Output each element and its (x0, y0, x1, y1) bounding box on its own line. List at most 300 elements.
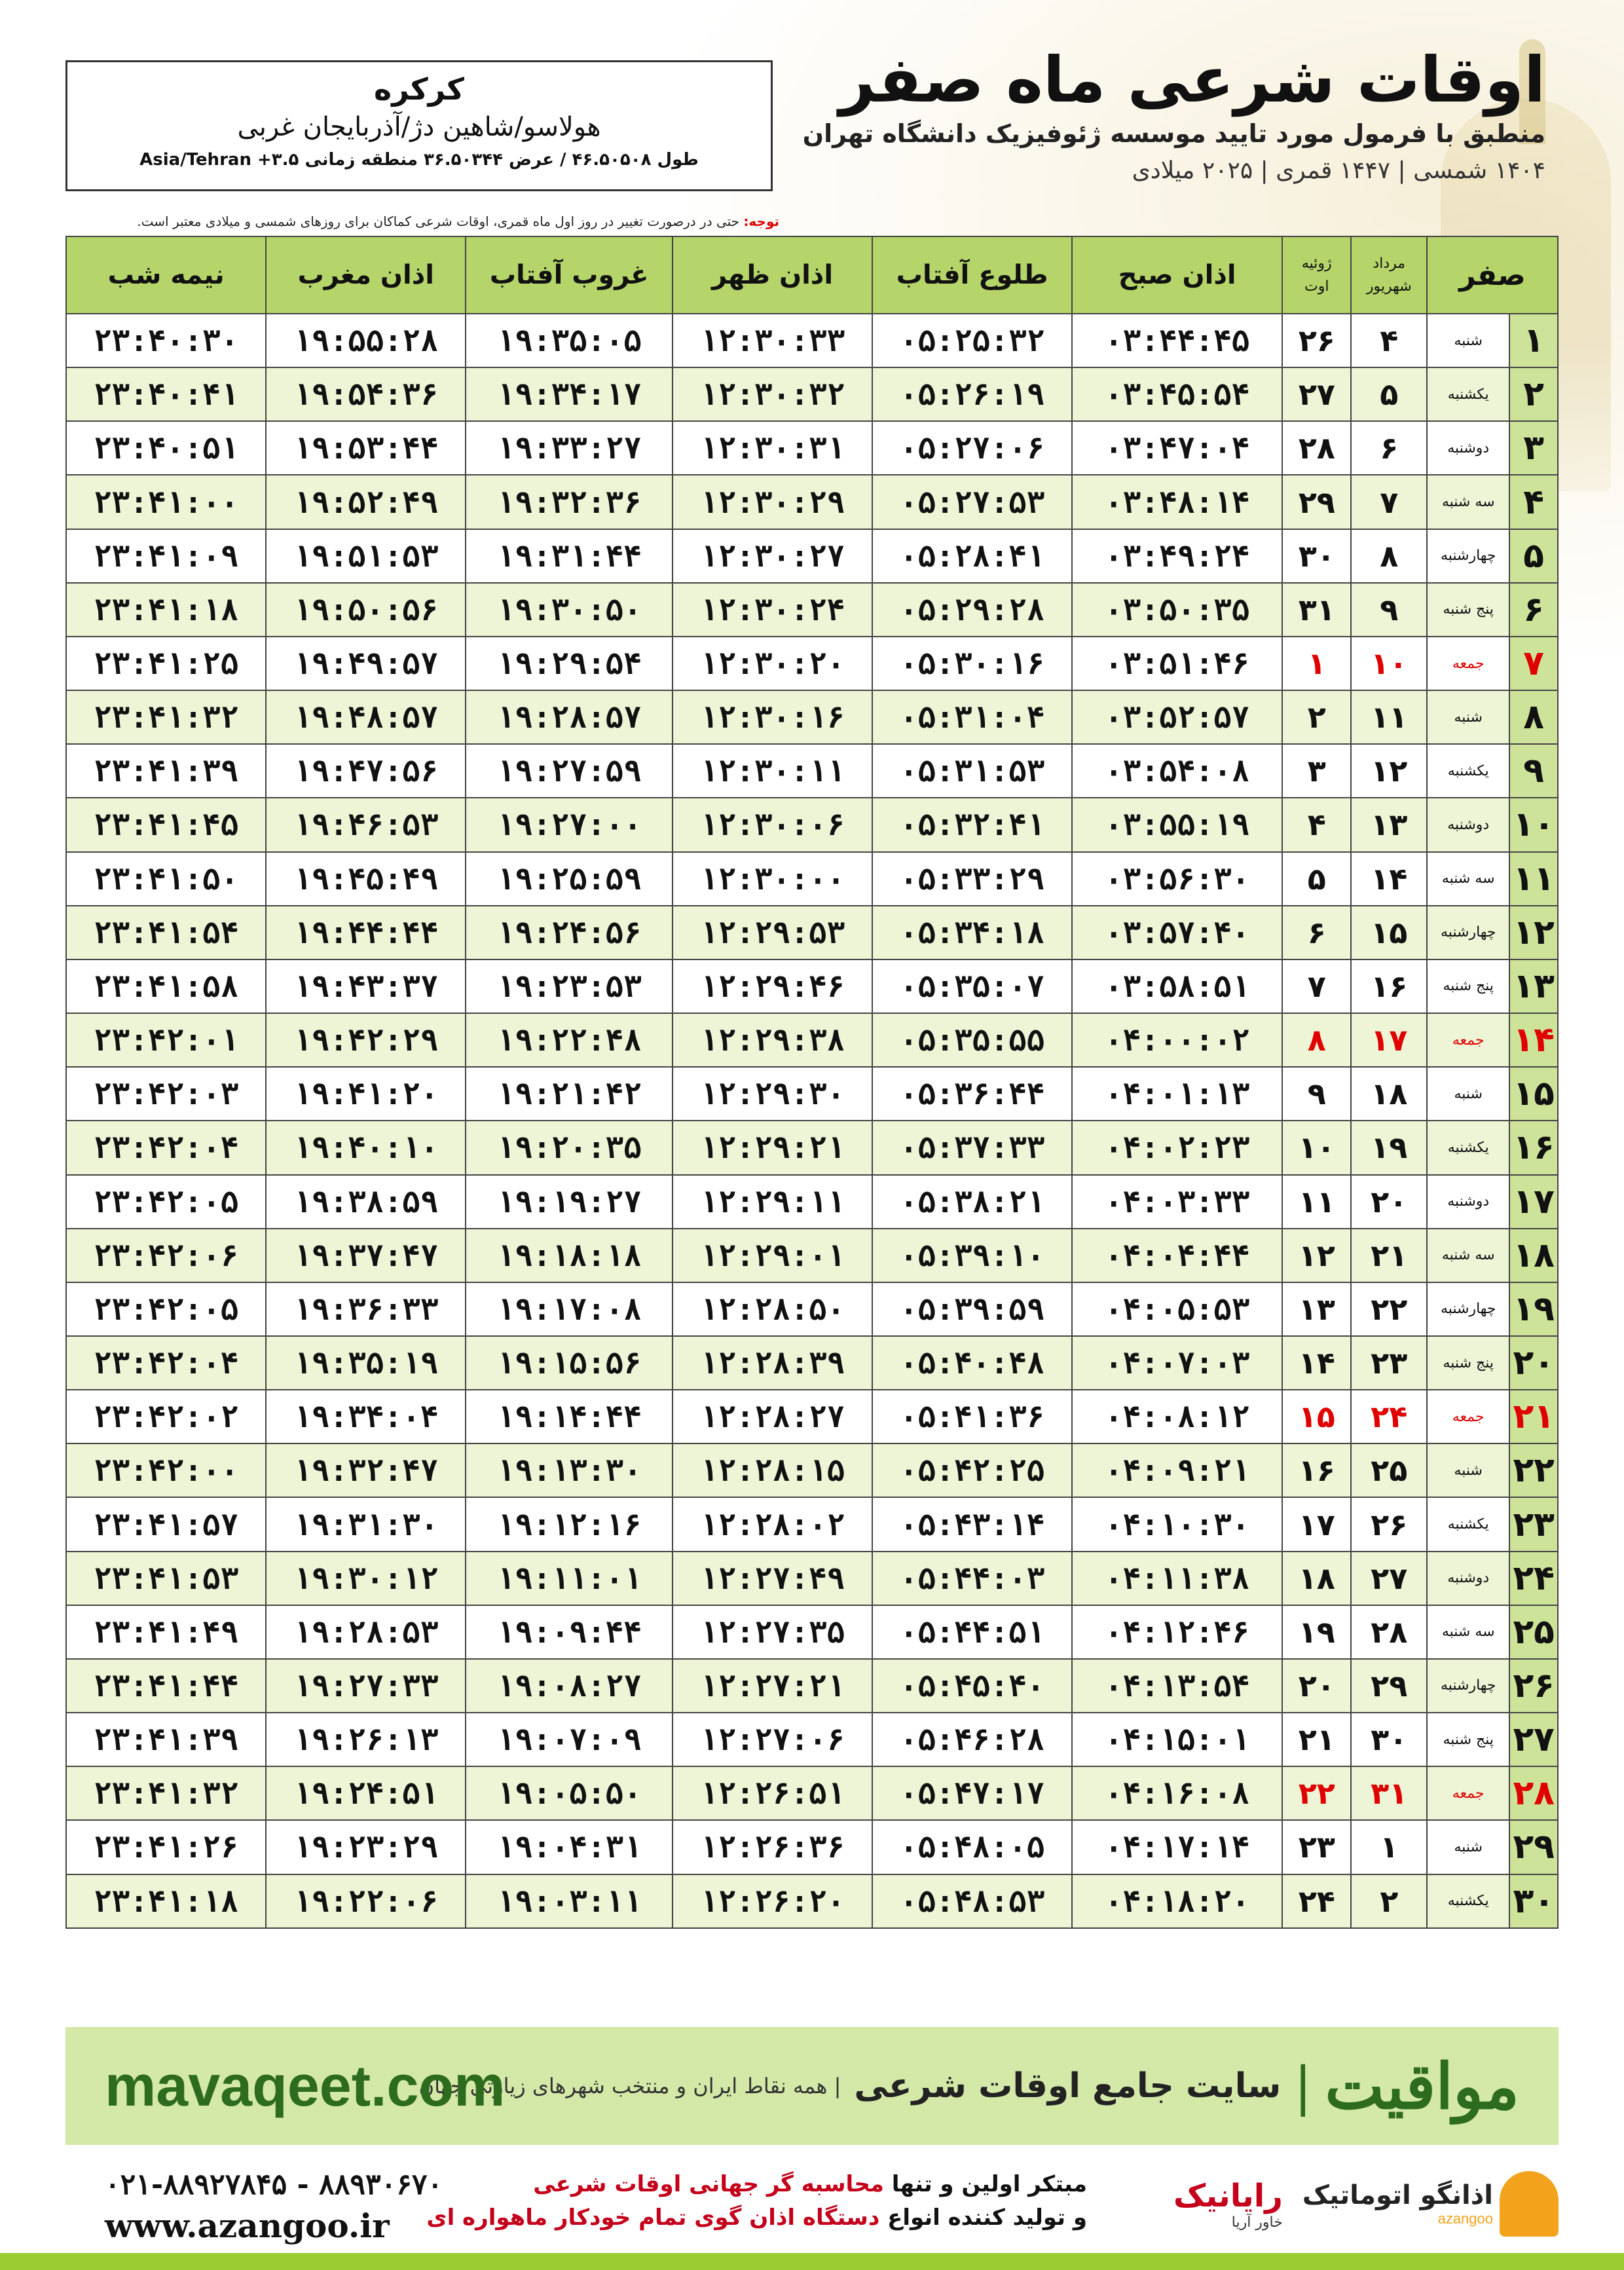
gregorian-day-cell: ۵ (1282, 852, 1351, 906)
table-body (66, 314, 1558, 1928)
sunrise-time-cell: ۰۵:۳۹:۱۰ (872, 1229, 1072, 1282)
header-fajr: اذان صبح (1072, 236, 1282, 314)
sunrise-time-cell: ۰۵:۴۰:۴۸ (872, 1336, 1072, 1390)
gregorian-day-cell: ۳۰ (1282, 529, 1351, 583)
midnight-time-cell: ۲۳:۴۱:۴۹ (66, 1605, 266, 1659)
midnight-time-cell: ۲۳:۴۱:۰۹ (66, 529, 266, 583)
gregorian-day-cell: ۱۰ (1282, 1121, 1351, 1174)
sunset-time-cell: ۱۹:۰۸:۲۷ (466, 1659, 673, 1713)
gregorian-day-cell: ۳۱ (1282, 583, 1351, 637)
fajr-time-cell: ۰۴:۰۳:۳۳ (1072, 1175, 1282, 1229)
fajr-time-cell: ۰۴:۱۰:۳۰ (1072, 1497, 1282, 1551)
table-header-row (66, 236, 1558, 314)
sunset-time-cell: ۱۹:۰۷:۰۹ (466, 1713, 673, 1766)
midnight-time-cell: ۲۳:۴۱:۱۸ (66, 1874, 266, 1928)
hijri-day-cell: ۱۱ (1509, 852, 1558, 906)
notice-label: توجه: (743, 214, 779, 229)
maghrib-time-cell: ۱۹:۲۳:۲۹ (266, 1820, 466, 1874)
sunset-time-cell: ۱۹:۱۷:۰۸ (466, 1282, 673, 1336)
shamsi-day-cell: ۱۹ (1351, 1121, 1427, 1174)
gregorian-day-cell: ۱۸ (1282, 1552, 1351, 1605)
gregorian-day-cell: ۲۰ (1282, 1659, 1351, 1713)
midnight-time-cell: ۲۳:۴۲:۰۵ (66, 1282, 266, 1336)
sunrise-time-cell: ۰۵:۲۹:۲۸ (872, 583, 1072, 637)
header-hijri: صفر (1427, 236, 1558, 314)
sunset-time-cell: ۱۹:۲۱:۴۲ (466, 1067, 673, 1121)
midnight-time-cell: ۲۳:۴۲:۰۱ (66, 1013, 266, 1067)
maghrib-time-cell: ۱۹:۵۲:۴۹ (266, 475, 466, 529)
hijri-day-cell: ۷ (1509, 637, 1558, 690)
table-row (66, 1013, 1558, 1067)
shamsi-day-cell: ۲۶ (1351, 1497, 1427, 1551)
midnight-time-cell: ۲۳:۴۱:۳۲ (66, 1766, 266, 1820)
shamsi-day-cell: ۱۳ (1351, 798, 1427, 851)
banner-separator: | (1294, 2055, 1312, 2117)
shamsi-day-cell: ۲۲ (1351, 1282, 1427, 1336)
table-row (66, 1766, 1558, 1820)
dhuhr-time-cell: ۱۲:۲۶:۲۰ (673, 1874, 872, 1928)
sunrise-time-cell: ۰۵:۲۷:۰۶ (872, 421, 1072, 475)
table-row (66, 1874, 1558, 1928)
hijri-day-cell: ۲۷ (1509, 1713, 1558, 1766)
weekday-cell: جمعه (1427, 637, 1509, 690)
shamsi-day-cell: ۲۹ (1351, 1659, 1427, 1713)
weekday-cell: یکشنبه (1427, 1121, 1509, 1174)
sunrise-time-cell: ۰۵:۳۲:۴۱ (872, 798, 1072, 851)
fajr-time-cell: ۰۳:۴۴:۴۵ (1072, 314, 1282, 367)
table-row (66, 744, 1558, 798)
dhuhr-time-cell: ۱۲:۳۰:۱۱ (673, 744, 872, 798)
dhuhr-time-cell: ۱۲:۲۹:۴۶ (673, 959, 872, 1013)
dhuhr-time-cell: ۱۲:۲۶:۵۱ (673, 1766, 872, 1820)
shamsi-day-cell: ۵ (1351, 367, 1427, 421)
midnight-time-cell: ۲۳:۴۱:۴۵ (66, 798, 266, 851)
fajr-time-cell: ۰۳:۵۱:۴۶ (1072, 637, 1282, 690)
header-maghrib: اذان مغرب (266, 236, 466, 314)
header-greg (1282, 236, 1351, 314)
dhuhr-time-cell: ۱۲:۳۰:۰۶ (673, 798, 872, 851)
site-url-link[interactable]: mavaqeet.com (105, 2053, 506, 2118)
midnight-time-cell: ۲۳:۴۱:۱۸ (66, 583, 266, 637)
hijri-day-cell: ۳۰ (1509, 1874, 1558, 1928)
hijri-day-cell: ۲۶ (1509, 1659, 1558, 1713)
maghrib-time-cell: ۱۹:۴۸:۵۷ (266, 690, 466, 744)
gregorian-day-cell: ۱۹ (1282, 1605, 1351, 1659)
maghrib-time-cell: ۱۹:۴۷:۵۶ (266, 744, 466, 798)
weekday-cell: دوشنبه (1427, 1552, 1509, 1605)
azangoo-mark-icon (1500, 2171, 1559, 2237)
azangoo-website-link[interactable]: www.azangoo.ir (105, 2206, 390, 2245)
weekday-cell: سه شنبه (1427, 475, 1509, 529)
sunset-time-cell: ۱۹:۰۵:۵۰ (466, 1766, 673, 1820)
sunrise-time-cell: ۰۵:۳۵:۵۵ (872, 1013, 1072, 1067)
table-row (66, 690, 1558, 744)
fajr-time-cell: ۰۴:۰۱:۱۳ (1072, 1067, 1282, 1121)
gregorian-day-cell: ۱ (1282, 637, 1351, 690)
dhuhr-time-cell: ۱۲:۳۰:۲۷ (673, 529, 872, 583)
dhuhr-time-cell: ۱۲:۳۰:۲۹ (673, 475, 872, 529)
fajr-time-cell: ۰۳:۵۴:۰۸ (1072, 744, 1282, 798)
gregorian-day-cell: ۱۶ (1282, 1443, 1351, 1497)
maghrib-time-cell: ۱۹:۴۲:۲۹ (266, 1013, 466, 1067)
sunrise-time-cell: ۰۵:۳۷:۳۳ (872, 1121, 1072, 1174)
header-shamsi-top: مرداد (1373, 255, 1406, 272)
rayanik-logo (1173, 2178, 1283, 2231)
fajr-time-cell: ۰۳:۴۵:۵۴ (1072, 367, 1282, 421)
dhuhr-time-cell: ۱۲:۲۸:۲۷ (673, 1390, 872, 1443)
header-sunrise: طلوع آفتاب (872, 236, 1072, 314)
sunset-time-cell: ۱۹:۰۹:۴۴ (466, 1605, 673, 1659)
dhuhr-time-cell: ۱۲:۲۸:۱۵ (673, 1443, 872, 1497)
shamsi-day-cell: ۱ (1351, 1820, 1427, 1874)
midnight-time-cell: ۲۳:۴۱:۳۹ (66, 744, 266, 798)
fajr-time-cell: ۰۳:۵۲:۵۷ (1072, 690, 1282, 744)
table-row (66, 1497, 1558, 1551)
gregorian-day-cell: ۱۷ (1282, 1497, 1351, 1551)
maghrib-time-cell: ۱۹:۲۷:۳۳ (266, 1659, 466, 1713)
hijri-day-cell: ۵ (1509, 529, 1558, 583)
maghrib-time-cell: ۱۹:۵۱:۵۳ (266, 529, 466, 583)
sunrise-time-cell: ۰۵:۳۴:۱۸ (872, 906, 1072, 959)
shamsi-day-cell: ۱۸ (1351, 1067, 1427, 1121)
maghrib-time-cell: ۱۹:۴۵:۴۹ (266, 852, 466, 906)
midnight-time-cell: ۲۳:۴۱:۵۴ (66, 906, 266, 959)
hijri-day-cell: ۲۲ (1509, 1443, 1558, 1497)
midnight-time-cell: ۲۳:۴۰:۴۱ (66, 367, 266, 421)
fajr-time-cell: ۰۴:۱۳:۵۴ (1072, 1659, 1282, 1713)
fajr-time-cell: ۰۴:۰۵:۵۳ (1072, 1282, 1282, 1336)
weekday-cell: شنبه (1427, 314, 1509, 367)
sunrise-time-cell: ۰۵:۴۶:۲۸ (872, 1713, 1072, 1766)
table-row (66, 1067, 1558, 1121)
gregorian-day-cell: ۱۱ (1282, 1175, 1351, 1229)
gregorian-day-cell: ۴ (1282, 798, 1351, 851)
weekday-cell: شنبه (1427, 690, 1509, 744)
maghrib-time-cell: ۱۹:۳۱:۳۰ (266, 1497, 466, 1551)
hijri-day-cell: ۹ (1509, 744, 1558, 798)
sunrise-time-cell: ۰۵:۳۰:۱۶ (872, 637, 1072, 690)
dhuhr-time-cell: ۱۲:۳۰:۱۶ (673, 690, 872, 744)
hijri-day-cell: ۱۵ (1509, 1067, 1558, 1121)
weekday-cell: شنبه (1427, 1443, 1509, 1497)
fajr-time-cell: ۰۳:۴۷:۰۴ (1072, 421, 1282, 475)
shamsi-day-cell: ۲۵ (1351, 1443, 1427, 1497)
hijri-day-cell: ۱۳ (1509, 959, 1558, 1013)
hijri-day-cell: ۲ (1509, 367, 1558, 421)
sunrise-time-cell: ۰۵:۲۵:۳۲ (872, 314, 1072, 367)
gregorian-day-cell: ۳ (1282, 744, 1351, 798)
midnight-time-cell: ۲۳:۴۱:۲۶ (66, 1820, 266, 1874)
maghrib-time-cell: ۱۹:۳۲:۴۷ (266, 1443, 466, 1497)
table-row (66, 959, 1558, 1013)
sunrise-time-cell: ۰۵:۴۴:۰۳ (872, 1552, 1072, 1605)
header-sunset: غروب آفتاب (466, 236, 673, 314)
mavaqeet-banner[interactable] (65, 2027, 1559, 2145)
sunset-time-cell: ۱۹:۲۷:۵۹ (466, 744, 673, 798)
sunset-time-cell: ۱۹:۳۱:۴۴ (466, 529, 673, 583)
maghrib-time-cell: ۱۹:۴۴:۴۴ (266, 906, 466, 959)
sunrise-time-cell: ۰۵:۲۸:۴۱ (872, 529, 1072, 583)
dhuhr-time-cell: ۱۲:۲۹:۳۸ (673, 1013, 872, 1067)
location-city: کرکره (374, 71, 464, 107)
page-subtitle: منطبق با فرمول مورد تایید موسسه ژئوفیزیک دانشگاه تهران (802, 119, 1545, 148)
table-row (66, 906, 1558, 959)
midnight-time-cell: ۲۳:۴۲:۰۶ (66, 1229, 266, 1282)
banner-subtext: | همه نقاط ایران و منتخب شهرهای زیارتی جهان (418, 2074, 841, 2098)
footer-line-2-highlight: دستگاه اذان گوی تمام خودکار ماهواره ای (426, 2205, 880, 2231)
weekday-cell: جمعه (1427, 1766, 1509, 1820)
table-row (66, 1282, 1558, 1336)
maghrib-time-cell: ۱۹:۲۲:۰۶ (266, 1874, 466, 1928)
shamsi-day-cell: ۷ (1351, 475, 1427, 529)
maghrib-time-cell: ۱۹:۳۷:۴۷ (266, 1229, 466, 1282)
azangoo-logo-text: اذانگو اتوماتیک (1302, 2180, 1493, 2210)
footer-line-1 (426, 2168, 1087, 2201)
fajr-time-cell: ۰۳:۵۰:۳۵ (1072, 583, 1282, 637)
gregorian-day-cell: ۱۵ (1282, 1390, 1351, 1443)
shamsi-day-cell: ۱۴ (1351, 852, 1427, 906)
weekday-cell: چهارشنبه (1427, 1282, 1509, 1336)
weekday-cell: سه شنبه (1427, 1605, 1509, 1659)
maghrib-time-cell: ۱۹:۵۰:۵۶ (266, 583, 466, 637)
maghrib-time-cell: ۱۹:۲۸:۵۳ (266, 1605, 466, 1659)
maghrib-time-cell: ۱۹:۳۰:۱۲ (266, 1552, 466, 1605)
gregorian-day-cell: ۲۹ (1282, 475, 1351, 529)
weekday-cell: پنج شنبه (1427, 959, 1509, 1013)
sunset-time-cell: ۱۹:۳۵:۰۵ (466, 314, 673, 367)
midnight-time-cell: ۲۳:۴۲:۰۳ (66, 1067, 266, 1121)
table-row (66, 367, 1558, 421)
footer-description (426, 2168, 1087, 2235)
header-dhuhr: اذان ظهر (673, 236, 872, 314)
table-row (66, 1605, 1558, 1659)
gregorian-day-cell: ۱۴ (1282, 1336, 1351, 1390)
shamsi-day-cell: ۴ (1351, 314, 1427, 367)
hijri-day-cell: ۱۷ (1509, 1175, 1558, 1229)
shamsi-day-cell: ۱۲ (1351, 744, 1427, 798)
sunset-time-cell: ۱۹:۲۴:۵۶ (466, 906, 673, 959)
sunrise-time-cell: ۰۵:۳۶:۴۴ (872, 1067, 1072, 1121)
weekday-cell: پنج شنبه (1427, 1336, 1509, 1390)
rayanik-logo-subtext: خاور آریا (1231, 2214, 1283, 2231)
hijri-day-cell: ۲۳ (1509, 1497, 1558, 1551)
weekday-cell: دوشنبه (1427, 421, 1509, 475)
sunrise-time-cell: ۰۵:۴۴:۵۱ (872, 1605, 1072, 1659)
sunrise-time-cell: ۰۵:۴۵:۴۰ (872, 1659, 1072, 1713)
sunrise-time-cell: ۰۵:۳۹:۵۹ (872, 1282, 1072, 1336)
fajr-time-cell: ۰۳:۵۶:۳۰ (1072, 852, 1282, 906)
fajr-time-cell: ۰۳:۵۷:۴۰ (1072, 906, 1282, 959)
page-title: اوقات شرعی ماه صفر (839, 43, 1545, 117)
table-row (66, 1820, 1558, 1874)
dhuhr-time-cell: ۱۲:۲۶:۳۶ (673, 1820, 872, 1874)
fajr-time-cell: ۰۴:۱۷:۱۴ (1072, 1820, 1282, 1874)
dhuhr-time-cell: ۱۲:۳۰:۳۳ (673, 314, 872, 367)
shamsi-day-cell: ۱۵ (1351, 906, 1427, 959)
fajr-time-cell: ۰۳:۴۹:۲۴ (1072, 529, 1282, 583)
midnight-time-cell: ۲۳:۴۰:۵۱ (66, 421, 266, 475)
hijri-day-cell: ۱۴ (1509, 1013, 1558, 1067)
shamsi-day-cell: ۲۱ (1351, 1229, 1427, 1282)
maghrib-time-cell: ۱۹:۴۹:۵۷ (266, 637, 466, 690)
gregorian-day-cell: ۲۶ (1282, 314, 1351, 367)
sunrise-time-cell: ۰۵:۴۲:۲۵ (872, 1443, 1072, 1497)
fajr-time-cell: ۰۴:۱۱:۳۸ (1072, 1552, 1282, 1605)
hijri-day-cell: ۱۹ (1509, 1282, 1558, 1336)
sunset-time-cell: ۱۹:۲۹:۵۴ (466, 637, 673, 690)
weekday-cell: سه شنبه (1427, 852, 1509, 906)
gregorian-day-cell: ۲۲ (1282, 1766, 1351, 1820)
table-row (66, 1175, 1558, 1229)
header-shamsi (1351, 236, 1427, 314)
fajr-time-cell: ۰۴:۰۰:۰۲ (1072, 1013, 1282, 1067)
bottom-accent-bar (0, 2253, 1624, 2270)
dhuhr-time-cell: ۱۲:۲۹:۳۰ (673, 1067, 872, 1121)
midnight-time-cell: ۲۳:۴۰:۳۰ (66, 314, 266, 367)
dhuhr-time-cell: ۱۲:۲۷:۴۹ (673, 1552, 872, 1605)
midnight-time-cell: ۲۳:۴۲:۰۵ (66, 1175, 266, 1229)
shamsi-day-cell: ۱۰ (1351, 637, 1427, 690)
dhuhr-time-cell: ۱۲:۲۸:۰۲ (673, 1497, 872, 1551)
gregorian-day-cell: ۶ (1282, 906, 1351, 959)
sunset-time-cell: ۱۹:۳۳:۲۷ (466, 421, 673, 475)
fajr-time-cell: ۰۳:۴۸:۱۴ (1072, 475, 1282, 529)
maghrib-time-cell: ۱۹:۴۰:۱۰ (266, 1121, 466, 1174)
sunset-time-cell: ۱۹:۲۳:۵۳ (466, 959, 673, 1013)
weekday-cell: شنبه (1427, 1820, 1509, 1874)
fajr-time-cell: ۰۴:۱۵:۰۱ (1072, 1713, 1282, 1766)
sunset-time-cell: ۱۹:۱۸:۱۸ (466, 1229, 673, 1282)
gregorian-day-cell: ۲۴ (1282, 1874, 1351, 1928)
fajr-time-cell: ۰۳:۵۵:۱۹ (1072, 798, 1282, 851)
table-row (66, 1552, 1558, 1605)
table-row (66, 852, 1558, 906)
shamsi-day-cell: ۲۰ (1351, 1175, 1427, 1229)
midnight-time-cell: ۲۳:۴۲:۰۴ (66, 1121, 266, 1174)
fajr-time-cell: ۰۴:۱۸:۲۰ (1072, 1874, 1282, 1928)
sunrise-time-cell: ۰۵:۳۱:۰۴ (872, 690, 1072, 744)
contact-info (105, 2168, 443, 2245)
shamsi-day-cell: ۹ (1351, 583, 1427, 637)
table-row (66, 583, 1558, 637)
fajr-time-cell: ۰۴:۰۹:۲۱ (1072, 1443, 1282, 1497)
location-coords: طول ۴۶.۵۰۵۰۸ / عرض ۳۶.۵۰۳۴۴ منطقه زمانی ۳.۵+ Asia/Tehran (139, 150, 699, 170)
maghrib-time-cell: ۱۹:۵۴:۳۶ (266, 367, 466, 421)
midnight-time-cell: ۲۳:۴۲:۰۰ (66, 1443, 266, 1497)
azangoo-logo (1302, 2171, 1559, 2237)
shamsi-day-cell: ۶ (1351, 421, 1427, 475)
shamsi-day-cell: ۲۴ (1351, 1390, 1427, 1443)
hijri-day-cell: ۲۴ (1509, 1552, 1558, 1605)
table-row (66, 637, 1558, 690)
footer (65, 2161, 1559, 2246)
rayanik-logo-text: رایانیک (1173, 2177, 1283, 2214)
dhuhr-time-cell: ۱۲:۲۹:۵۳ (673, 906, 872, 959)
sunrise-time-cell: ۰۵:۳۳:۲۹ (872, 852, 1072, 906)
shamsi-day-cell: ۲۷ (1351, 1552, 1427, 1605)
hijri-day-cell: ۲۸ (1509, 1766, 1558, 1820)
weekday-cell: یکشنبه (1427, 744, 1509, 798)
phone-numbers: ۰۲۱-۸۸۹۲۷۸۴۵ - ۸۸۹۳۰۶۷۰ (105, 2168, 443, 2201)
azangoo-logo-subtext: azangoo (1437, 2210, 1493, 2227)
sunset-time-cell: ۱۹:۲۰:۳۵ (466, 1121, 673, 1174)
prayer-times-table (65, 236, 1559, 1929)
hijri-day-cell: ۱ (1509, 314, 1558, 367)
gregorian-day-cell: ۲۸ (1282, 421, 1351, 475)
banner-description: سایت جامع اوقات شرعی (854, 2066, 1282, 2106)
hijri-day-cell: ۲۹ (1509, 1820, 1558, 1874)
header-greg-top: ژوئیه (1301, 255, 1332, 272)
weekday-cell: پنج شنبه (1427, 1713, 1509, 1766)
weekday-cell: چهارشنبه (1427, 1659, 1509, 1713)
gregorian-day-cell: ۲ (1282, 690, 1351, 744)
fajr-time-cell: ۰۴:۰۷:۰۳ (1072, 1336, 1282, 1390)
mavaqeet-logo: مواقیت (1325, 2049, 1519, 2123)
year-line: ۱۴۰۴ شمسی | ۱۴۴۷ قمری | ۲۰۲۵ میلادی (1132, 157, 1545, 184)
table-row (66, 1659, 1558, 1713)
footer-line-2-text: و تولید کننده انواع (879, 2205, 1087, 2231)
shamsi-day-cell: ۲ (1351, 1874, 1427, 1928)
hijri-day-cell: ۲۰ (1509, 1336, 1558, 1390)
hijri-day-cell: ۱۶ (1509, 1121, 1558, 1174)
midnight-time-cell: ۲۳:۴۱:۳۲ (66, 690, 266, 744)
sunset-time-cell: ۱۹:۲۷:۰۰ (466, 798, 673, 851)
notice (65, 214, 779, 229)
gregorian-day-cell: ۲۳ (1282, 1820, 1351, 1874)
sunset-time-cell: ۱۹:۱۵:۵۶ (466, 1336, 673, 1390)
sunset-time-cell: ۱۹:۳۰:۵۰ (466, 583, 673, 637)
table-row (66, 1121, 1558, 1174)
midnight-time-cell: ۲۳:۴۱:۵۳ (66, 1552, 266, 1605)
weekday-cell: دوشنبه (1427, 798, 1509, 851)
sunset-time-cell: ۱۹:۲۵:۵۹ (466, 852, 673, 906)
sunrise-time-cell: ۰۵:۳۸:۲۱ (872, 1175, 1072, 1229)
midnight-time-cell: ۲۳:۴۱:۳۹ (66, 1713, 266, 1766)
sunset-time-cell: ۱۹:۰۴:۳۱ (466, 1820, 673, 1874)
title-block (792, 43, 1545, 184)
header-midnight: نیمه شب (66, 236, 266, 314)
table-row (66, 1390, 1558, 1443)
maghrib-time-cell: ۱۹:۲۶:۱۳ (266, 1713, 466, 1766)
dhuhr-time-cell: ۱۲:۳۰:۲۴ (673, 583, 872, 637)
gregorian-day-cell: ۹ (1282, 1067, 1351, 1121)
weekday-cell: جمعه (1427, 1390, 1509, 1443)
sunrise-time-cell: ۰۵:۲۷:۵۳ (872, 475, 1072, 529)
table-row (66, 1229, 1558, 1282)
table-row (66, 1443, 1558, 1497)
hijri-day-cell: ۱۸ (1509, 1229, 1558, 1282)
maghrib-time-cell: ۱۹:۴۳:۳۷ (266, 959, 466, 1013)
sunrise-time-cell: ۰۵:۳۱:۵۳ (872, 744, 1072, 798)
sponsor-logos (1126, 2161, 1559, 2246)
hijri-day-cell: ۲۵ (1509, 1605, 1558, 1659)
sunrise-time-cell: ۰۵:۳۵:۰۷ (872, 959, 1072, 1013)
table-row (66, 1713, 1558, 1766)
weekday-cell: جمعه (1427, 1013, 1509, 1067)
fajr-time-cell: ۰۴:۰۲:۲۳ (1072, 1121, 1282, 1174)
sunrise-time-cell: ۰۵:۴۷:۱۷ (872, 1766, 1072, 1820)
dhuhr-time-cell: ۱۲:۲۹:۲۱ (673, 1121, 872, 1174)
maghrib-time-cell: ۱۹:۵۳:۴۴ (266, 421, 466, 475)
midnight-time-cell: ۲۳:۴۱:۲۵ (66, 637, 266, 690)
dhuhr-time-cell: ۱۲:۲۷:۰۶ (673, 1713, 872, 1766)
hijri-day-cell: ۳ (1509, 421, 1558, 475)
fajr-time-cell: ۰۴:۱۶:۰۸ (1072, 1766, 1282, 1820)
maghrib-time-cell: ۱۹:۳۶:۳۳ (266, 1282, 466, 1336)
sunset-time-cell: ۱۹:۱۳:۳۰ (466, 1443, 673, 1497)
table-row (66, 798, 1558, 851)
dhuhr-time-cell: ۱۲:۲۸:۵۰ (673, 1282, 872, 1336)
